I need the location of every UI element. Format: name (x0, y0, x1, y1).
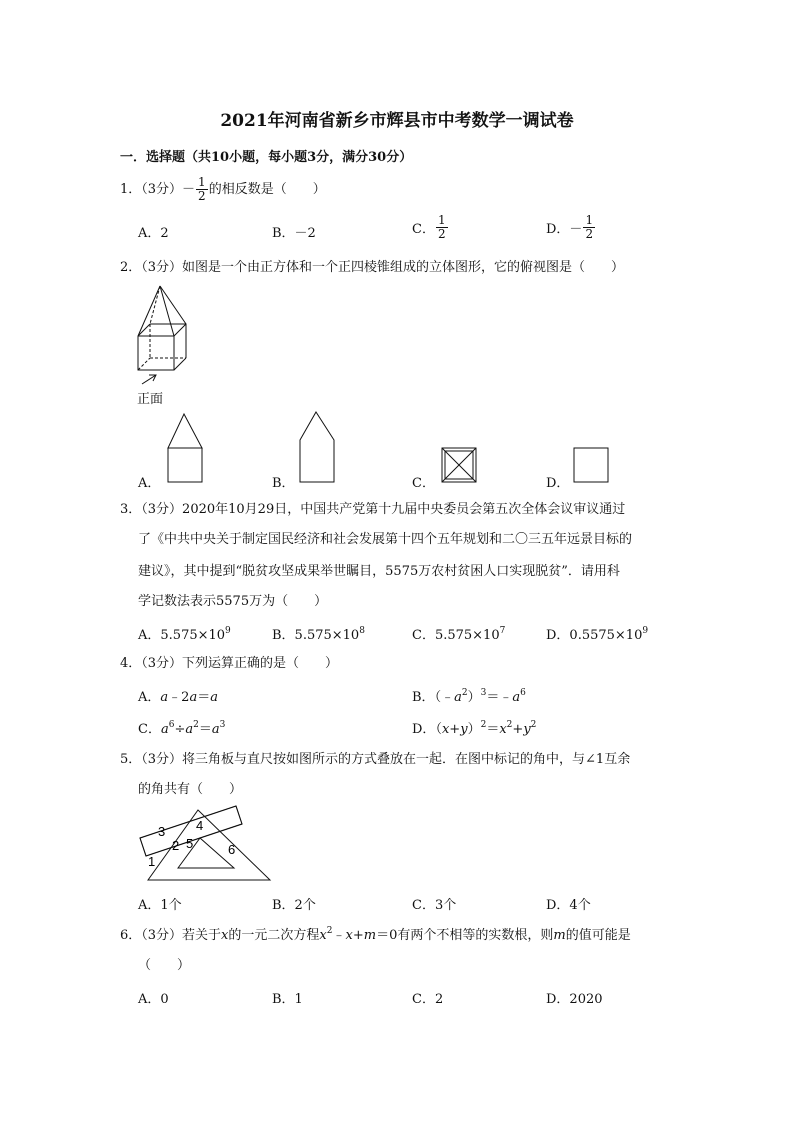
q1-fraction: $\frac{1}{2}$ (198, 175, 206, 203)
question-1 (120, 176, 326, 203)
option-a-figure (166, 412, 206, 484)
page-title: 2021年河南省新乡市辉县市中考数学一调试卷 (220, 111, 574, 131)
q2-option-d[interactable]: D． (546, 476, 570, 491)
q3-option-a[interactable]: A．$5.575\times 10^9$ (138, 626, 231, 643)
q6-option-b[interactable]: B．1 (272, 992, 303, 1007)
question-3-line-4: 学记数法表示5575万为（ ） (138, 594, 328, 609)
q4-option-c[interactable]: C．$a^6\div a^2=a^3$ (138, 720, 226, 737)
q5-option-d[interactable]: D．4个 (546, 898, 591, 913)
angle-label-4: 4 (196, 818, 204, 833)
q5-option-b[interactable]: B．2个 (272, 898, 316, 913)
q1-option-b[interactable]: B．－2 (272, 226, 316, 241)
q2-option-b[interactable]: B． (272, 476, 295, 491)
q2-option-a[interactable]: A． (138, 476, 161, 491)
question-5-line-1: 5．（3分）将三角板与直尺按如图所示的方式叠放在一起．在图中标记的角中，与∠1互余 (120, 752, 631, 767)
question-3-line-3: 建议》，其中提到“脱贫攻坚成果举世瞩目，5575万农村贫困人口实现脱贫”．请用科 (138, 564, 620, 579)
angle-label-2: 2 (172, 838, 180, 853)
q1-option-d[interactable]: D．－ $\frac{1}{2}$ (546, 213, 594, 241)
solid-figure (134, 284, 194, 384)
q1-option-c[interactable]: C． $\frac{1}{2}$ (412, 213, 446, 241)
q1-option-c-fraction: $\frac{1}{2}$ (437, 213, 446, 241)
option-d-figure (572, 446, 610, 484)
option-c-figure (440, 446, 478, 484)
q6-option-a[interactable]: A．0 (138, 992, 169, 1007)
angle-label-5: 5 (186, 836, 194, 851)
question-6-line-1: 6．（3分）若关于x的一元二次方程$x^2﹣x+m=0$有两个不相等的实数根，则m的值可能是 (120, 926, 631, 943)
question-3-line-1: 3．（3分）2020年10月29日，中国共产党第十九届中央委员会第五次全体会议审议通过 (120, 502, 626, 517)
q1-prefix: 1．（3分）－ (120, 182, 196, 197)
q5-option-a[interactable]: A．1个 (138, 898, 182, 913)
angle-label-3: 3 (158, 824, 166, 839)
q1-suffix: 的相反数是（ ） (208, 182, 326, 197)
question-2: 2．（3分）如图是一个由正方体和一个正四棱锥组成的立体图形，它的俯视图是（ ） (120, 260, 625, 275)
q3-option-b[interactable]: B．$5.575\times 10^8$ (272, 626, 365, 643)
angle-label-1: 1 (148, 854, 156, 869)
q1-option-d-fraction: $\frac{1}{2}$ (585, 213, 594, 241)
question-3-line-2: 了《中共中央关于制定国民经济和社会发展第十四个五年规划和二〇三五年远景目标的 (138, 532, 633, 547)
q6-option-c[interactable]: C．2 (412, 992, 444, 1007)
section-heading: 一．选择题（共10小题，每小题3分，满分30分） (120, 150, 413, 165)
q1-option-a[interactable]: A．2 (138, 226, 169, 241)
front-label: 正面 (137, 391, 164, 406)
q3-option-c[interactable]: C．$5.575\times 10^7$ (412, 626, 506, 643)
q4-option-d[interactable]: D．$(x+y)^2=x^2+y^2$ (412, 720, 537, 737)
q4-option-a[interactable]: A．a﹣2a＝a (138, 690, 218, 705)
q2-option-c[interactable]: C． (412, 476, 435, 491)
question-4: 4．（3分）下列运算正确的是（ ） (120, 656, 339, 671)
q6-option-d[interactable]: D．2020 (546, 992, 603, 1007)
question-5-line-2: 的角共有（ ） (138, 782, 243, 797)
triangle-ruler-figure (138, 802, 278, 886)
q4-option-b[interactable]: B．$(﹣a^2)^3=﹣a^6$ (412, 688, 526, 705)
q5-option-c[interactable]: C．3个 (412, 898, 457, 913)
question-6-line-2: （ ） (138, 958, 191, 973)
q3-option-d[interactable]: D．$0.5575\times 10^9$ (546, 626, 649, 643)
angle-label-6: 6 (228, 842, 236, 857)
option-b-figure (298, 410, 338, 484)
